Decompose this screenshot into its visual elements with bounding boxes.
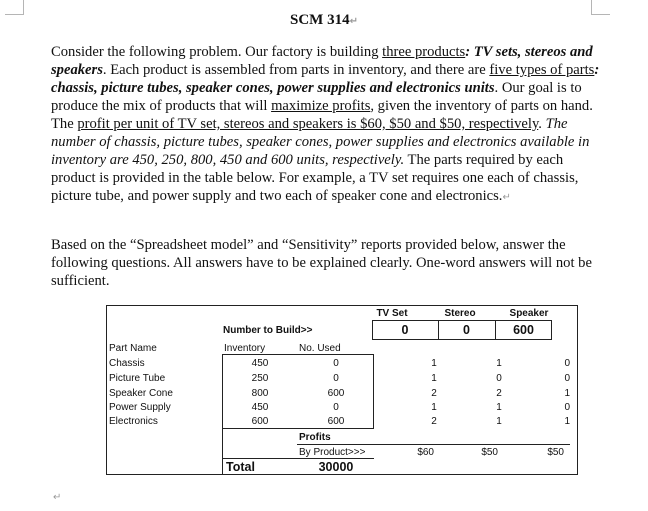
part-name-cell: Picture Tube bbox=[109, 373, 166, 384]
used-cell: 600 bbox=[327, 416, 345, 427]
profit-stereo-cell: $50 bbox=[481, 447, 498, 458]
problem-description: Consider the following problem. Our factory is building three products: TV sets, stereos and speakers. Each product is assembled from parts in inventory, and there are five types of parts: chassis, picture tubes, speaker cones, power supplies and electronics units. Our goal is to produce the mix of products that will maximize profits, given the inventory of parts on hand. The profit per unit of TV set, stereos and speakers is $60, $50 and $50, respectively. The number of chassis, picture tubes, speaker cones, power supplies and electronics available in inventory are 450, 250, 800, 450 and 600 units, respectively. The parts required by each product is provided in the table below. For example, a TV set requires one each of chassis, picture tube, and power supply and two each of speaker cone and electronics.↵ bbox=[51, 44, 600, 204]
product-header-stereo: Stereo bbox=[444, 308, 476, 319]
build-speaker-value: 600 bbox=[513, 323, 534, 337]
used-cell: 0 bbox=[333, 358, 339, 369]
inventory-cell: 450 bbox=[251, 358, 269, 369]
part-name-cell: Speaker Cone bbox=[109, 388, 173, 399]
req-speaker-cell: 1 bbox=[564, 388, 570, 399]
req-tv-cell: 2 bbox=[431, 416, 437, 427]
inventory-cell: 250 bbox=[251, 373, 269, 384]
part-name-cell: Electronics bbox=[109, 416, 158, 427]
part-name-cell: Power Supply bbox=[109, 402, 171, 413]
req-speaker-cell: 0 bbox=[564, 358, 570, 369]
req-speaker-cell: 1 bbox=[564, 416, 570, 427]
inventory-cell: 800 bbox=[251, 388, 269, 399]
by-product-label: By Product>>> bbox=[299, 447, 366, 458]
req-tv-cell: 1 bbox=[431, 358, 437, 369]
req-speaker-cell: 0 bbox=[564, 373, 570, 384]
build-tv-value: 0 bbox=[401, 323, 409, 337]
product-header-tv: TV Set bbox=[376, 308, 408, 319]
inventory-header: Inventory bbox=[224, 343, 266, 354]
req-tv-cell: 1 bbox=[431, 402, 437, 413]
part-name-cell: Chassis bbox=[109, 358, 145, 369]
used-cell: 0 bbox=[333, 373, 339, 384]
paragraph-mark-icon: ↵ bbox=[53, 492, 62, 503]
build-stereo-value: 0 bbox=[463, 323, 470, 337]
used-cell: 0 bbox=[333, 402, 339, 413]
req-tv-cell: 2 bbox=[431, 388, 437, 399]
paragraph-mark-icon: ↵ bbox=[349, 16, 358, 27]
req-stereo-cell: 1 bbox=[496, 402, 502, 413]
req-stereo-cell: 1 bbox=[496, 358, 502, 369]
used-cell: 600 bbox=[327, 388, 345, 399]
no-used-header: No. Used bbox=[299, 343, 341, 354]
inventory-cell: 600 bbox=[251, 416, 269, 427]
req-stereo-cell: 2 bbox=[496, 388, 502, 399]
number-to-build-label: Number to Build>> bbox=[223, 325, 313, 336]
product-header-speaker: Speaker bbox=[509, 308, 549, 319]
instructions-paragraph: Based on the “Spreadsheet model” and “Sensitivity” reports provided below, answer the following questions. All answers have to be explained clearly. One-word answers will not be sufficient. bbox=[51, 237, 592, 289]
profit-speaker-cell: $50 bbox=[547, 447, 564, 458]
req-tv-cell: 1 bbox=[431, 373, 437, 384]
page-title: SCM 314↵ bbox=[290, 12, 358, 28]
paragraph-mark-icon: ↵ bbox=[502, 192, 511, 203]
profits-label: Profits bbox=[299, 432, 331, 443]
inventory-cell: 450 bbox=[251, 402, 269, 413]
total-profit-value: 30000 bbox=[318, 460, 354, 474]
profit-tv-cell: $60 bbox=[417, 447, 434, 458]
total-label: Total bbox=[226, 460, 255, 474]
req-speaker-cell: 0 bbox=[564, 402, 570, 413]
req-stereo-cell: 1 bbox=[496, 416, 502, 427]
part-name-header: Part Name bbox=[109, 343, 157, 354]
req-stereo-cell: 0 bbox=[496, 373, 502, 384]
